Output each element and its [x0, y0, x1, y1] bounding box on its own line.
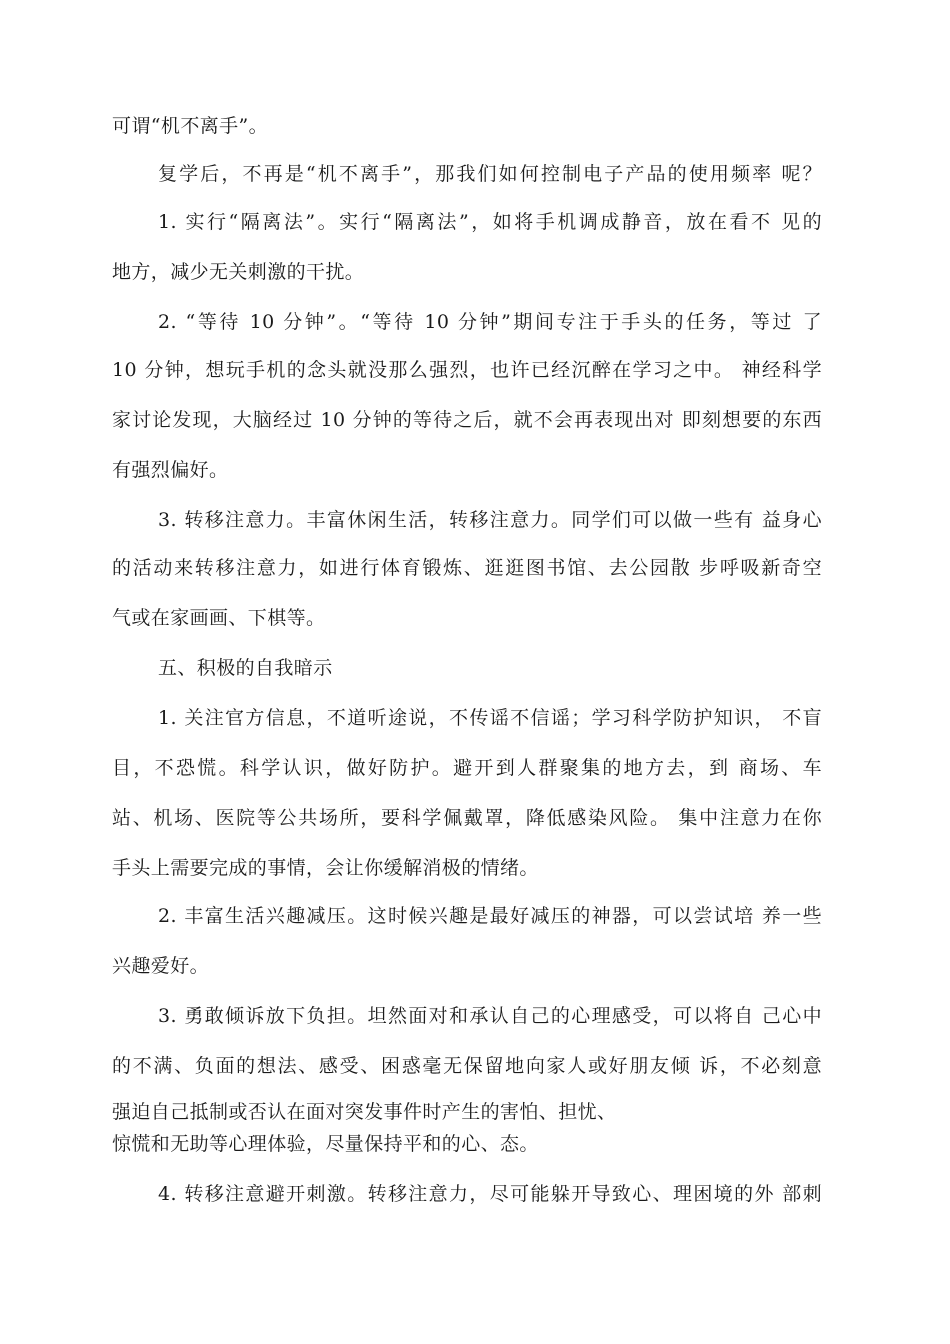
text-line: 目，不恐慌。科学认识，做好防护。避开到人群聚集的地方去，到 商场、车: [112, 757, 822, 779]
text-line: 的不满、负面的想法、感受、困惑毫无保留地向家人或好朋友倾 诉，不必刻意: [112, 1055, 822, 1077]
text-line: 复学后，不再是“机不离手”，那我们如何控制电子产品的使用频率 呢？: [158, 163, 822, 185]
text-line: 兴趣爱好。: [112, 955, 210, 977]
text-line: 地方，减少无关刺激的干扰。: [112, 261, 365, 283]
text-line: 1. 关注官方信息，不道听途说，不传谣不信谣；学习科学防护知识， 不盲: [158, 707, 822, 729]
text-line: 惊慌和无助等心理体验，尽量保持平和的心、态。: [112, 1133, 539, 1155]
text-line: 有强烈偏好。: [112, 459, 229, 481]
text-line: 3. 勇敢倾诉放下负担。坦然面对和承认自己的心理感受，可以将自 己心中: [158, 1005, 822, 1027]
text-line: 的活动来转移注意力，如进行体育锻炼、逛逛图书馆、去公园散 步呼吸新奇空: [112, 557, 822, 579]
text-line: 2. “等待 10 分钟”。“等待 10 分钟”期间专注于手头的任务，等过 了: [158, 311, 822, 333]
section-heading: 五、积极的自我暗示: [158, 657, 333, 679]
text-line: 3. 转移注意力。丰富休闲生活，转移注意力。同学们可以做一些有 益身心: [158, 509, 822, 531]
text-line: 可谓“机不离手”。: [112, 115, 269, 137]
text-line: 强迫自己抵制或否认在面对突发事件时产生的害怕、担忧、: [112, 1101, 617, 1123]
text-line: 1. 实行“隔离法”。实行“隔离法”，如将手机调成静音，放在看不 见的: [158, 211, 822, 233]
text-line: 2. 丰富生活兴趣减压。这时候兴趣是最好减压的神器，可以尝试培 养一些: [158, 905, 822, 927]
text-line: 4. 转移注意避开刺激。转移注意力，尽可能躲开导致心、理困境的外 部刺: [158, 1183, 822, 1205]
text-line: 家讨论发现，大脑经过 10 分钟的等待之后，就不会再表现出对 即刻想要的东西: [112, 409, 822, 431]
text-line: 站、机场、医院等公共场所，要科学佩戴罩，降低感染风险。 集中注意力在你: [112, 807, 822, 829]
text-line: 10 分钟，想玩手机的念头就没那么强烈，也许已经沉醉在学习之中。 神经科学: [112, 359, 822, 381]
text-line: 气或在家画画、下棋等。: [112, 607, 326, 629]
text-line: 手头上需要完成的事情，会让你缓解消极的情绪。: [112, 857, 539, 879]
